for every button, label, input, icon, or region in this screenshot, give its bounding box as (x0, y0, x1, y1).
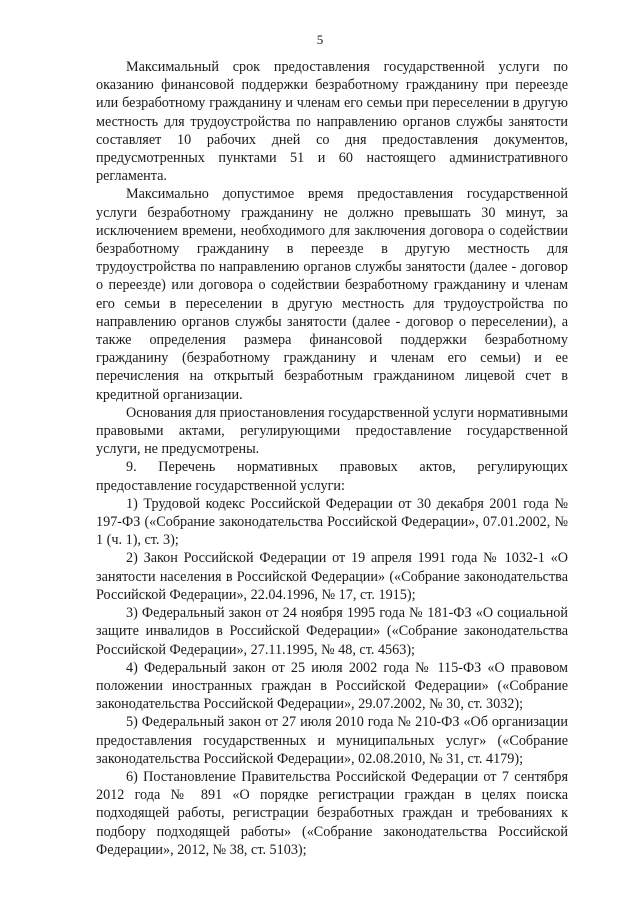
page-number: 5 (316, 32, 324, 47)
paragraph-max-time: Максимально допустимое время предоставления государственной услуги безработному гражданину не должно превышать 30 минут, за исключением времени, необходимого для заключения договора о содействии безработному гражданину в переезде в другую местность для трудоустройства по направлению органов службы занятости (далее - договор о переезде) или договора о содействии безработному гражданину и членам его семьи в переселении в другую местность для трудоустройства по направлению органов службы занятости (далее - договор о переселении), а также определения размера финансовой поддержки безработному гражданину (безработному гражданину и членам его семьи) и ее перечисления на открытый безработным гражданином лицевой счет в кредитной организации. (96, 186, 568, 403)
paragraph-suspension-grounds: Основания для приостановления государственной услуги нормативными правовыми актами, регулирующими предоставление государственной услуги, не предусмотрены. (96, 404, 568, 458)
paragraph-max-term: Максимальный срок предоставления государственной услуги по оказанию финансовой поддержки безработному гражданину при переезде или безработному гражданину и членам его семьи при переселении в другую местность для трудоустройства по направлению органов службы занятости составляет 10 рабочих дней со дня предоставления документов, предусмотренных пунктами 51 и 60 настоящего административного регламента. (96, 59, 568, 185)
list-item-labor-code: 1) Трудовой кодекс Российской Федерации от 30 декабря 2001 года № 197-ФЗ («Собрание законодательства Российской Федерации», 07.01.2002, № 1 (ч. 1), ст. 3); (96, 495, 568, 549)
list-item-public-services-law: 5) Федеральный закон от 27 июля 2010 года № 210-ФЗ «Об организации предоставления государственных и муниципальных услуг» («Собрание законодательства Российской Федерации», 02.08.2010, № 31, ст. 4179); (96, 714, 568, 767)
list-item-foreign-citizens-law: 4) Федеральный закон от 25 июля 2002 года № 115-ФЗ «О правовом положении иностранных граждан в Российской Федерации» («Собрание законодательства Российской Федерации», 29.07.2002, № 30, ст. 3032); (96, 659, 568, 713)
list-item-employment-law: 2) Закон Российской Федерации от 19 апреля 1991 года № 1032-1 «О занятости населения в Российской Федерации» («Собрание законодательства Российской Федерации», 22.04.1996, № 17, ст. 1915); (96, 550, 568, 603)
paragraph-section-9-heading: 9. Перечень нормативных правовых актов, регулирующих предоставление государственной услуги: (96, 459, 568, 494)
document-body (96, 58, 568, 859)
list-item-government-decree: 6) Постановление Правительства Российской Федерации от 7 сентября 2012 года № 891 «О порядке регистрации граждан в целях поиска подходящей работы, регистрации безработных граждан и требованиях к подбору подходящей работы» («Собрание законодательства Российской Федерации», 2012, № 38, ст. 5103); (96, 768, 568, 858)
list-item-disabled-protection-law: 3) Федеральный закон от 24 ноября 1995 года № 181-ФЗ «О социальной защите инвалидов в Российской Федерации» («Собрание законодательства Российской Федерации», 27.11.1995, № 48, ст. 4563); (96, 605, 568, 658)
